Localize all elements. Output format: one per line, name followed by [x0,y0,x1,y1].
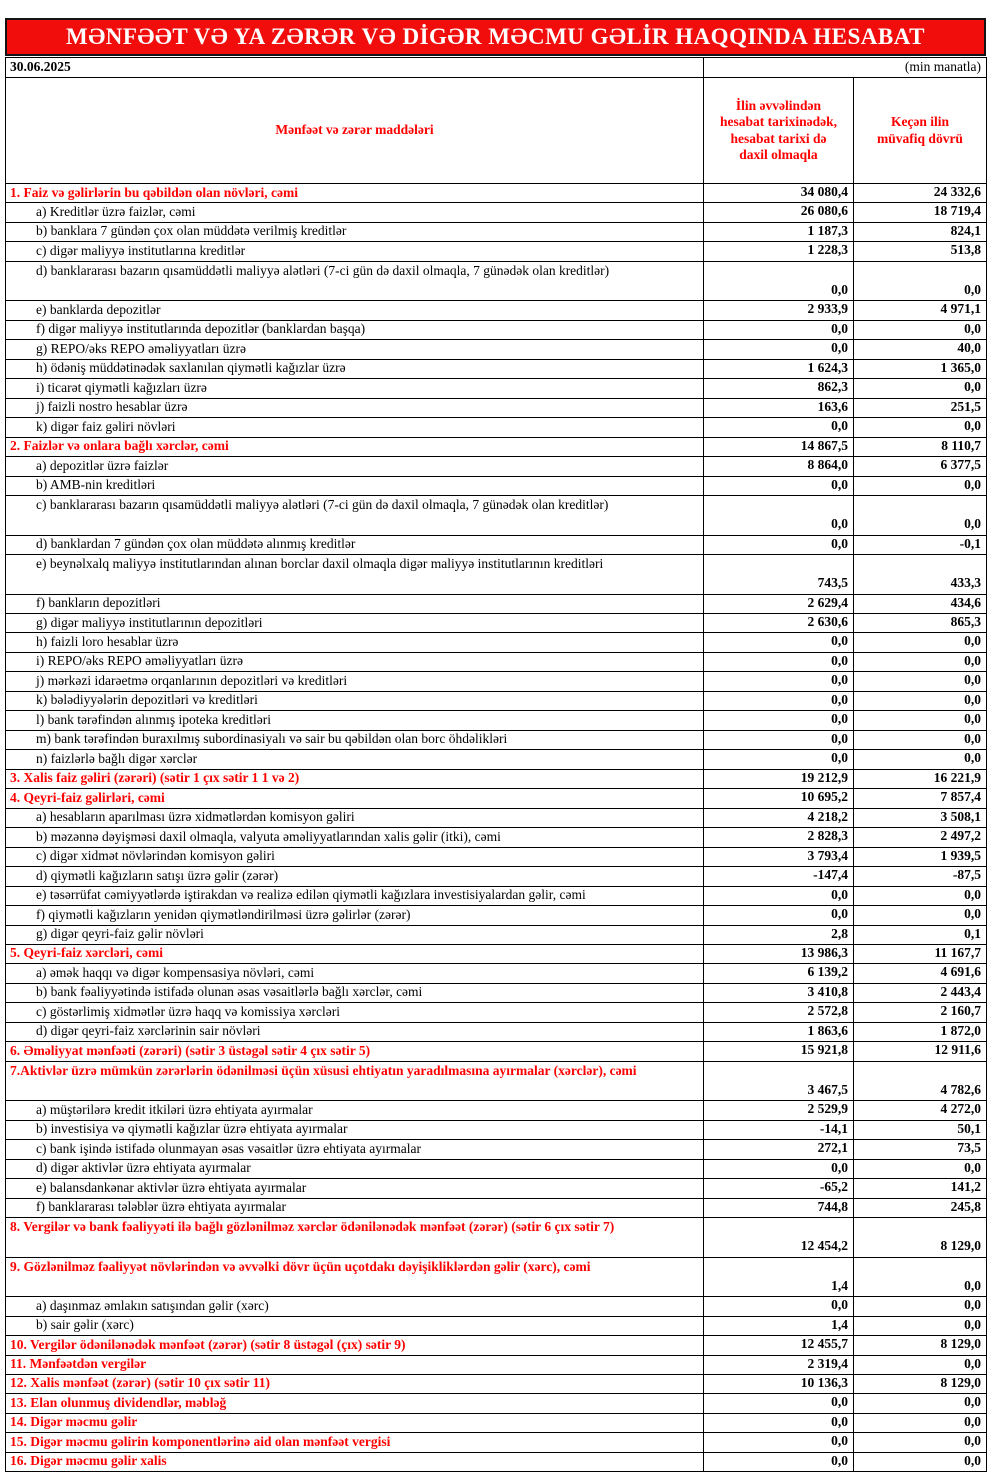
row-value-previous: 4 971,1 [854,301,987,320]
row-value-current: -65,2 [704,1179,854,1198]
row-value-previous: 7 857,4 [854,789,987,808]
row-value-previous: 12 911,6 [854,1042,987,1061]
row-label: b) bank fəaliyyətində istifadə olunan əsas vəsaitlərlə bağlı xərclər, cəmi [6,983,704,1002]
row-value-previous: 0,0 [854,652,987,671]
table-row [6,672,987,691]
table-row [6,398,987,417]
report-table [5,57,987,1472]
table-row [6,750,987,769]
table-row [6,944,987,963]
row-value-current: 0,0 [704,476,854,495]
row-value-previous: 2 160,7 [854,1003,987,1022]
row-value-previous: 6 377,5 [854,457,987,476]
table-row [6,847,987,866]
row-value-previous: 1 872,0 [854,1022,987,1041]
row-value-previous: 0,0 [854,1452,987,1471]
row-value-previous: 4 782,6 [854,1061,987,1101]
row-label: e) balansdankənar aktivlər üzrə ehtiyata ayırmalar [6,1179,704,1198]
table-row [6,983,987,1002]
row-value-current: 0,0 [704,535,854,554]
table-row [6,184,987,203]
row-value-current: 2 630,6 [704,614,854,633]
row-label: 1. Faiz və gəlirlərin bu qəbildən olan növləri, cəmi [6,184,704,203]
table-row [6,1003,987,1022]
row-value-previous: -0,1 [854,535,987,554]
row-label: b) məzənnə dəyişməsi daxil olmaqla, valyuta əməliyyatlarından xalis gəlir (itki), cəmi [6,828,704,847]
report-table-body [6,184,987,1472]
report-date: 30.06.2025 [6,58,704,78]
row-value-current: 743,5 [704,555,854,595]
row-value-current: 0,0 [704,1452,854,1471]
table-row [6,437,987,456]
table-row [6,964,987,983]
row-value-previous: 1 365,0 [854,359,987,378]
row-label: k) bələdiyyələrin depozitləri və kreditləri [6,691,704,710]
row-value-previous: 824,1 [854,222,987,241]
column-header-items: Mənfəət və zərər maddələri [6,78,704,184]
row-value-previous: 0,0 [854,1257,987,1297]
row-label: f) digər maliyyə institutlarında depozitlər (banklardan başqa) [6,320,704,339]
row-value-previous: 0,0 [854,750,987,769]
row-value-current: 14 867,5 [704,437,854,456]
row-value-current: 0,0 [704,340,854,359]
table-row [6,320,987,339]
row-label: a) Kreditlər üzrə faizlər, cəmi [6,203,704,222]
row-value-current: 12 455,7 [704,1336,854,1355]
row-value-current: 12 454,2 [704,1218,854,1258]
row-value-current: 0,0 [704,906,854,925]
row-value-current: 1,4 [704,1316,854,1335]
table-row [6,1433,987,1452]
row-value-previous: 0,0 [854,1297,987,1316]
table-row [6,769,987,788]
row-value-current: 2 529,9 [704,1101,854,1120]
table-row [6,652,987,671]
row-value-previous: 16 221,9 [854,769,987,788]
table-row [6,1022,987,1041]
row-label: a) depozitlər üzrə faizlər [6,457,704,476]
row-value-previous: 0,0 [854,1355,987,1374]
row-value-previous: 18 719,4 [854,203,987,222]
row-value-current: -14,1 [704,1120,854,1139]
row-value-previous: 433,3 [854,555,987,595]
table-row [6,1452,987,1471]
column-header-previous-text: Keçən ilin müvafiq dövrü [877,114,963,146]
row-label: h) faizli loro hesablar üzrə [6,633,704,652]
table-row [6,730,987,749]
row-value-previous: 141,2 [854,1179,987,1198]
row-value-current: 0,0 [704,750,854,769]
row-label: 3. Xalis faiz gəliri (zərəri) (sətir 1 çıx sətir 1 1 və 2) [6,769,704,788]
row-value-current: 2 572,8 [704,1003,854,1022]
row-value-previous: 0,0 [854,672,987,691]
row-value-current: 34 080,4 [704,184,854,203]
table-row [6,1061,987,1101]
row-label: k) digər faiz gəliri növləri [6,418,704,437]
table-row [6,1218,987,1258]
row-value-current: 19 212,9 [704,769,854,788]
table-row [6,614,987,633]
table-row [6,555,987,595]
table-row [6,222,987,241]
row-value-current: 8 864,0 [704,457,854,476]
row-label: d) banklararası bazarın qısamüddətli maliyyə alətləri (7-ci gün də daxil olmaqla, 7 günədək olan kreditlər) [6,261,704,301]
row-value-previous: 8 110,7 [854,437,987,456]
row-label: a) əmək haqqı və digər kompensasiya növləri, cəmi [6,964,704,983]
row-value-current: 0,0 [704,886,854,905]
row-value-previous: 2 443,4 [854,983,987,1002]
row-value-current: 2 319,4 [704,1355,854,1374]
table-row [6,886,987,905]
table-row [6,828,987,847]
table-row [6,242,987,261]
row-value-current: 744,8 [704,1198,854,1217]
row-value-previous: 0,0 [854,1413,987,1432]
row-value-current: 3 467,5 [704,1061,854,1101]
row-value-previous: 513,8 [854,242,987,261]
row-value-previous: 11 167,7 [854,944,987,963]
report-title: MƏNFƏƏT VƏ YA ZƏRƏR VƏ DİGƏR MƏCMU GƏLİR HAQQINDA HESABAT [5,18,986,56]
row-value-current: -147,4 [704,867,854,886]
table-row [6,301,987,320]
row-label: f) bankların depozitləri [6,594,704,613]
table-row [6,711,987,730]
table-row [6,594,987,613]
row-value-previous: 0,0 [854,476,987,495]
row-value-current: 0,0 [704,320,854,339]
row-label: a) hesabların aparılması üzrə xidmətlərdən komisyon gəliri [6,808,704,827]
row-label: b) banklara 7 gündən çox olan müddətə verilmiş kreditlər [6,222,704,241]
table-row [6,457,987,476]
row-value-previous: 4 691,6 [854,964,987,983]
row-label: d) qiymətli kağızların satışı üzrə gəlir (zərər) [6,867,704,886]
row-value-current: 0,0 [704,711,854,730]
row-value-current: 2 828,3 [704,828,854,847]
table-row [6,1413,987,1432]
row-label: c) bank işində istifadə olunmayan əsas vəsaitlər üzrə ehtiyata ayırmalar [6,1140,704,1159]
row-label: c) digər xidmət növlərindən komisyon gəliri [6,847,704,866]
row-label: 12. Xalis mənfəət (zərər) (sətir 10 çıx sətir 11) [6,1374,704,1393]
row-value-previous: 0,0 [854,691,987,710]
row-value-current: 0,0 [704,1394,854,1413]
row-value-current: 2 933,9 [704,301,854,320]
row-label: 5. Qeyri-faiz xərcləri, cəmi [6,944,704,963]
row-value-current: 1 863,6 [704,1022,854,1041]
row-value-previous: 245,8 [854,1198,987,1217]
row-value-previous: 24 332,6 [854,184,987,203]
unit-label: (min manatla) [704,58,987,78]
column-header-previous [854,78,987,184]
table-row [6,1355,987,1374]
row-value-current: 26 080,6 [704,203,854,222]
row-value-current: 1,4 [704,1257,854,1297]
row-value-current: 10 136,3 [704,1374,854,1393]
row-label: c) digər maliyyə institutlarına kreditlər [6,242,704,261]
row-label: 6. Əməliyyat mənfəəti (zərəri) (sətir 3 üstəgəl sətir 4 çıx sətir 5) [6,1042,704,1061]
row-value-previous: 0,0 [854,730,987,749]
row-label: 13. Elan olunmuş dividendlər, məbləğ [6,1394,704,1413]
row-label: b) sair gəlir (xərc) [6,1316,704,1335]
row-value-current: 3 410,8 [704,983,854,1002]
row-value-current: 0,0 [704,418,854,437]
table-row [6,1316,987,1335]
table-row [6,1179,987,1198]
row-value-current: 0,0 [704,1413,854,1432]
row-label: 8. Vergilər və bank fəaliyyəti ilə bağlı gözlənilməz xərclər ödənilənədək mənfəət (zərər) (sətir 6 çıx sətir 7) [6,1218,704,1258]
row-value-previous: 0,1 [854,925,987,944]
row-value-current: 0,0 [704,633,854,652]
row-value-previous: 0,0 [854,496,987,536]
row-value-current: 862,3 [704,379,854,398]
row-value-previous: 8 129,0 [854,1336,987,1355]
row-label: c) göstərlimiş xidmətlər üzrə haqq və komissiya xərcləri [6,1003,704,1022]
row-value-previous: 0,0 [854,418,987,437]
row-value-previous: 50,1 [854,1120,987,1139]
row-value-previous: 73,5 [854,1140,987,1159]
row-label: c) banklararası bazarın qısamüddətli maliyyə alətləri (7-ci gün də daxil olmaqla, 7 günədək olan kreditlər) [6,496,704,536]
table-row [6,1374,987,1393]
row-value-previous: 0,0 [854,1316,987,1335]
row-value-current: 0,0 [704,691,854,710]
report-table-head [6,58,987,184]
row-value-current: 1 228,3 [704,242,854,261]
row-value-current: 0,0 [704,261,854,301]
row-label: 15. Digər məcmu gəlirin komponentlərinə aid olan mənfəət vergisi [6,1433,704,1452]
row-value-previous: 0,0 [854,320,987,339]
row-label: a) daşınmaz əmlakın satışından gəlir (xərc) [6,1297,704,1316]
table-row [6,1101,987,1120]
row-label: 9. Gözlənilməz fəaliyyət növlərindən və əvvəlki dövr üçün uçotdakı dəyişikliklərdən gəlir (xərc), cəmi [6,1257,704,1297]
row-value-previous: 0,0 [854,886,987,905]
row-value-previous: -87,5 [854,867,987,886]
row-label: g) REPO/əks REPO əməliyyatları üzrə [6,340,704,359]
table-row [6,203,987,222]
row-value-current: 0,0 [704,496,854,536]
row-value-current: 1 187,3 [704,222,854,241]
table-row [6,906,987,925]
table-row [6,925,987,944]
table-row [6,1120,987,1139]
row-value-previous: 0,0 [854,633,987,652]
table-row [6,1198,987,1217]
row-value-previous: 0,0 [854,379,987,398]
row-value-previous: 0,0 [854,261,987,301]
row-value-previous: 2 497,2 [854,828,987,847]
table-row [6,867,987,886]
table-row [6,1257,987,1297]
row-label: i) ticarət qiymətli kağızları üzrə [6,379,704,398]
table-row [6,379,987,398]
row-value-previous: 8 129,0 [854,1374,987,1393]
row-label: d) banklardan 7 gündən çox olan müddətə alınmış kreditlər [6,535,704,554]
column-header-current [704,78,854,184]
row-label: i) REPO/əks REPO əməliyyatları üzrə [6,652,704,671]
row-value-current: 6 139,2 [704,964,854,983]
row-value-current: 13 986,3 [704,944,854,963]
row-label: 4. Qeyri-faiz gəlirləri, cəmi [6,789,704,808]
row-value-current: 0,0 [704,730,854,749]
table-row [6,808,987,827]
row-label: j) mərkəzi idarəetmə orqanlarının depozitləri və kreditləri [6,672,704,691]
row-label: d) digər qeyri-faiz xərclərinin sair növləri [6,1022,704,1041]
row-value-current: 272,1 [704,1140,854,1159]
row-label: 14. Digər məcmu gəlir [6,1413,704,1432]
row-label: b) AMB-nin kreditləri [6,476,704,495]
row-value-current: 4 218,2 [704,808,854,827]
row-label: e) təsərrüfat cəmiyyətlərdə iştirakdan və realizə edilən qiymətli kağızlara investisiyalardan gəlir, cəmi [6,886,704,905]
row-value-current: 2,8 [704,925,854,944]
row-label: 10. Vergilər ödənilənədək mənfəət (zərər) (sətir 8 üstəgəl (çıx) sətir 9) [6,1336,704,1355]
row-value-current: 163,6 [704,398,854,417]
row-value-current: 3 793,4 [704,847,854,866]
table-row [6,261,987,301]
row-label: h) ödəniş müddətinədək saxlanılan qiymətli kağızlar üzrə [6,359,704,378]
row-value-previous: 3 508,1 [854,808,987,827]
row-value-previous: 865,3 [854,614,987,633]
row-value-previous: 251,5 [854,398,987,417]
row-value-current: 10 695,2 [704,789,854,808]
row-value-current: 0,0 [704,1433,854,1452]
row-label: m) bank tərəfindən buraxılmış subordinasiyalı və sair bu qəbildən olan borc öhdəlikləri [6,730,704,749]
row-label: 7.Aktivlər üzrə mümkün zərərlərin ödənilməsi üçün xüsusi ehtiyatın yaradılmasına ayırmalar (xərclər), cəmi [6,1061,704,1101]
table-row [6,1042,987,1061]
row-value-previous: 1 939,5 [854,847,987,866]
row-value-current: 15 921,8 [704,1042,854,1061]
table-row [6,535,987,554]
row-label: j) faizli nostro hesablar üzrə [6,398,704,417]
table-row [6,691,987,710]
row-value-previous: 4 272,0 [854,1101,987,1120]
table-row [6,1297,987,1316]
table-row [6,1394,987,1413]
row-label: f) banklararası tələblər üzrə ehtiyata ayırmalar [6,1198,704,1217]
row-value-current: 0,0 [704,1297,854,1316]
column-header-row [6,78,987,184]
row-label: a) müştərilərə kredit itkiləri üzrə ehtiyata ayırmalar [6,1101,704,1120]
row-label: 2. Faizlər və onlara bağlı xərclər, cəmi [6,437,704,456]
row-value-current: 0,0 [704,652,854,671]
row-value-previous: 0,0 [854,906,987,925]
row-value-previous: 0,0 [854,711,987,730]
row-value-previous: 434,6 [854,594,987,613]
meta-row [6,58,987,78]
row-value-current: 0,0 [704,1159,854,1178]
row-label: 11. Mənfəətdən vergilər [6,1355,704,1374]
row-value-previous: 0,0 [854,1433,987,1452]
table-row [6,359,987,378]
table-row [6,1159,987,1178]
row-value-current: 2 629,4 [704,594,854,613]
row-value-previous: 0,0 [854,1159,987,1178]
row-value-previous: 40,0 [854,340,987,359]
table-row [6,789,987,808]
row-label: f) qiymətli kağızların yenidən qiymətləndirilməsi üzrə gəlirlər (zərər) [6,906,704,925]
row-label: g) digər qeyri-faiz gəlir növləri [6,925,704,944]
table-row [6,1336,987,1355]
row-label: 16. Digər məcmu gəlir xalis [6,1452,704,1471]
table-row [6,476,987,495]
row-value-current: 1 624,3 [704,359,854,378]
table-row [6,418,987,437]
row-value-current: 0,0 [704,672,854,691]
row-value-previous: 8 129,0 [854,1218,987,1258]
table-row [6,496,987,536]
row-label: b) investisiya və qiymətli kağızlar üzrə ehtiyata ayırmalar [6,1120,704,1139]
row-label: d) digər aktivlər üzrə ehtiyata ayırmalar [6,1159,704,1178]
row-label: g) digər maliyyə institutlarının depozitləri [6,614,704,633]
table-row [6,633,987,652]
row-value-previous: 0,0 [854,1394,987,1413]
column-header-current-text: İlin əvvəlindən hesabat tarixinədək, hesabat tarixi də daxil olmaqla [719,97,837,162]
row-label: e) beynəlxalq maliyyə institutlarından alınan borclar daxil olmaqla digər maliyyə institutlarının kreditləri [6,555,704,595]
row-label: e) banklarda depozitlər [6,301,704,320]
table-row [6,340,987,359]
row-label: l) bank tərəfindən alınmış ipoteka kreditləri [6,711,704,730]
row-label: n) faizlərlə bağlı digər xərclər [6,750,704,769]
table-row [6,1140,987,1159]
